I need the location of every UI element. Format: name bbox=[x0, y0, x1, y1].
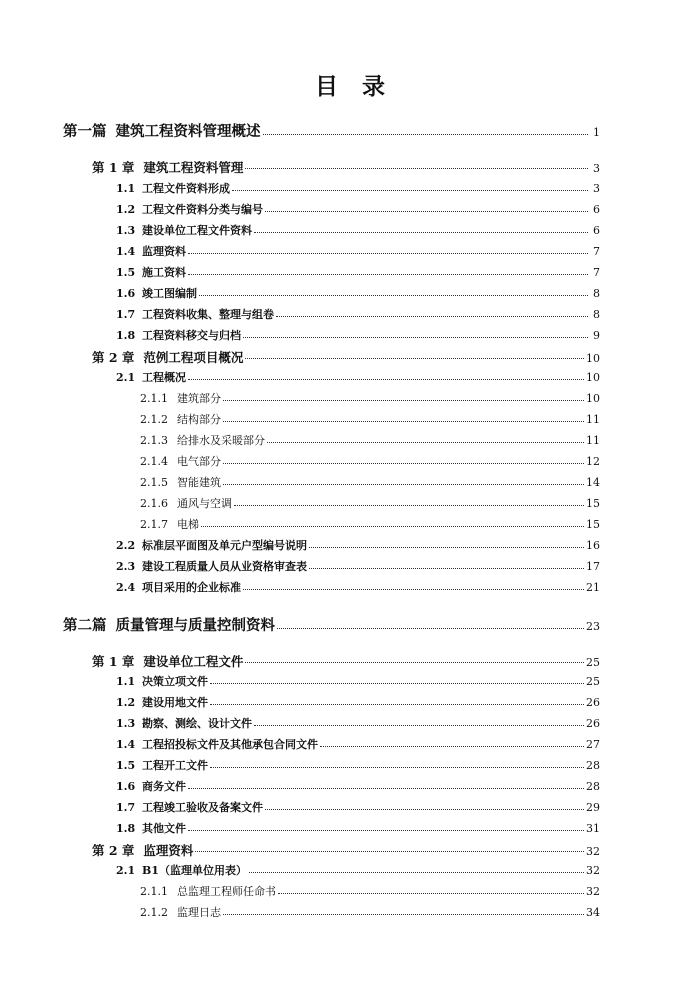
toc-entry[interactable] bbox=[116, 820, 600, 838]
toc-entry-page-number: 8 bbox=[593, 287, 600, 300]
toc-entry-number: 1.5 bbox=[116, 759, 136, 772]
toc-entry-number: 2.1.4 bbox=[140, 455, 168, 468]
toc-entry-label: 建设单位工程文件 bbox=[143, 654, 244, 669]
toc-entry-label: 结构部分 bbox=[177, 413, 221, 426]
toc-dot-leader bbox=[201, 526, 584, 527]
toc-entry-page-number: 6 bbox=[593, 224, 600, 237]
toc-entry[interactable] bbox=[116, 715, 600, 733]
toc-dot-leader bbox=[199, 295, 588, 296]
toc-entry-number: 第 2 章 bbox=[92, 843, 135, 858]
toc-entry-label: 工程文件资料分类与编号 bbox=[142, 203, 263, 216]
toc-entry-number: 1.1 bbox=[116, 182, 136, 195]
toc-entry[interactable] bbox=[140, 883, 600, 901]
toc-entry-number: 1.6 bbox=[116, 287, 136, 300]
toc-entry-label: 质量管理与质量控制资料 bbox=[115, 617, 275, 634]
toc-entry-label: 建设工程质量人员从业资格审查表 bbox=[142, 560, 307, 573]
toc-dot-leader bbox=[210, 767, 584, 768]
toc-entry-page-number: 27 bbox=[586, 738, 600, 751]
toc-entry-number: 1.3 bbox=[116, 717, 136, 730]
toc-dot-leader bbox=[249, 872, 584, 873]
toc-entry-number: 2.1 bbox=[116, 371, 136, 384]
toc-entry-number: 1.8 bbox=[116, 822, 136, 835]
toc-entry-number: 1.6 bbox=[116, 780, 136, 793]
toc-entry[interactable] bbox=[116, 264, 600, 282]
toc-entry-number: 1.2 bbox=[116, 696, 136, 709]
toc-entry[interactable] bbox=[116, 579, 600, 597]
toc-entry[interactable] bbox=[116, 222, 600, 240]
toc-entry-number: 第 1 章 bbox=[92, 654, 135, 669]
toc-entry-page-number: 32 bbox=[586, 885, 600, 898]
toc-dot-leader bbox=[276, 316, 588, 317]
toc-entry-page-number: 1 bbox=[593, 126, 600, 139]
toc-entry-page-number: 26 bbox=[586, 717, 600, 730]
toc-entry-page-number: 32 bbox=[586, 845, 600, 858]
toc-dot-leader bbox=[243, 337, 588, 338]
toc-entry[interactable] bbox=[140, 495, 600, 513]
toc-entry[interactable] bbox=[116, 778, 600, 796]
toc-entry-page-number: 6 bbox=[593, 203, 600, 216]
toc-entry-label: 监理资料 bbox=[142, 245, 186, 258]
toc-entry-number: 1.3 bbox=[116, 224, 136, 237]
toc-entry-label: 工程资料移交与归档 bbox=[142, 329, 241, 342]
toc-entry-number: 2.1.2 bbox=[140, 413, 168, 426]
toc-entry-number: 1.7 bbox=[116, 801, 136, 814]
toc-entry-label: 建设用地文件 bbox=[142, 696, 208, 709]
toc-dot-leader bbox=[254, 725, 584, 726]
toc-entry-label: 施工资料 bbox=[142, 266, 186, 279]
toc-entry[interactable] bbox=[63, 614, 600, 636]
toc-entry-number: 2.1.7 bbox=[140, 518, 168, 531]
toc-entry-label: 工程概况 bbox=[142, 371, 186, 384]
toc-entry[interactable] bbox=[116, 673, 600, 691]
toc-entry-number: 2.1 bbox=[116, 864, 136, 877]
toc-entry[interactable] bbox=[116, 285, 600, 303]
toc-dot-leader bbox=[195, 851, 584, 852]
toc-entry-label: 工程开工文件 bbox=[142, 759, 208, 772]
toc-entry-label: 通风与空调 bbox=[177, 497, 232, 510]
toc-dot-leader bbox=[277, 628, 584, 629]
toc-entry-page-number: 15 bbox=[586, 497, 600, 510]
toc-entry-number: 第一篇 bbox=[63, 123, 107, 140]
toc-dot-leader bbox=[210, 683, 584, 684]
toc-dot-leader bbox=[245, 662, 584, 663]
toc-entry[interactable] bbox=[140, 474, 600, 492]
toc-dot-leader bbox=[210, 704, 584, 705]
toc-entry-page-number: 3 bbox=[593, 162, 600, 175]
toc-dot-leader bbox=[309, 547, 584, 548]
toc-dot-leader bbox=[265, 211, 588, 212]
toc-entry[interactable] bbox=[92, 841, 600, 859]
toc-entry-label: 智能建筑 bbox=[177, 476, 221, 489]
toc-entry[interactable] bbox=[116, 537, 600, 555]
toc-entry-number: 2.1.1 bbox=[140, 885, 168, 898]
toc-entry-page-number: 15 bbox=[586, 518, 600, 531]
toc-entry[interactable] bbox=[92, 158, 600, 176]
toc-entry[interactable] bbox=[116, 862, 600, 880]
toc-entry-page-number: 25 bbox=[586, 675, 600, 688]
toc-dot-leader bbox=[223, 463, 584, 464]
toc-entry[interactable] bbox=[116, 180, 600, 198]
toc-entry[interactable] bbox=[116, 757, 600, 775]
toc-dot-leader bbox=[267, 442, 584, 443]
toc-entry-page-number: 7 bbox=[593, 245, 600, 258]
toc-entry[interactable] bbox=[63, 120, 600, 142]
toc-entry-number: 2.1.1 bbox=[140, 392, 168, 405]
toc-entry[interactable] bbox=[116, 201, 600, 219]
toc-entry[interactable] bbox=[140, 453, 600, 471]
toc-entry-page-number: 3 bbox=[593, 182, 600, 195]
title-char-1: 目 bbox=[315, 73, 338, 100]
toc-entry-label: 其他文件 bbox=[142, 822, 186, 835]
toc-entry-page-number: 12 bbox=[586, 455, 600, 468]
toc-dot-leader bbox=[223, 484, 584, 485]
toc-entry-number: 1.4 bbox=[116, 738, 136, 751]
toc-entry-number: 1.7 bbox=[116, 308, 136, 321]
toc-entry-page-number: 32 bbox=[586, 864, 600, 877]
toc-entry[interactable] bbox=[116, 243, 600, 261]
toc-entry[interactable] bbox=[140, 432, 600, 450]
toc-entry-label: 建筑部分 bbox=[177, 392, 221, 405]
toc-entry-number: 1.8 bbox=[116, 329, 136, 342]
toc-entry[interactable] bbox=[140, 516, 600, 534]
title-char-2: 录 bbox=[362, 73, 385, 100]
toc-dot-leader bbox=[265, 809, 584, 810]
toc-entry-label: 给排水及采暖部分 bbox=[177, 434, 265, 447]
toc-entry-label: 电气部分 bbox=[177, 455, 221, 468]
toc-entry-label: 监理资料 bbox=[143, 843, 194, 858]
toc-dot-leader bbox=[320, 746, 584, 747]
toc-entry-label: 范例工程项目概况 bbox=[143, 350, 244, 365]
toc-dot-leader bbox=[278, 893, 584, 894]
toc-entry-label: 建设单位工程文件资料 bbox=[142, 224, 252, 237]
toc-entry-label: 标准层平面图及单元户型编号说明 bbox=[142, 539, 307, 552]
toc-entry[interactable] bbox=[92, 348, 600, 366]
toc-dot-leader bbox=[243, 589, 584, 590]
toc-entry-label: 工程资料收集、整理与组卷 bbox=[142, 308, 274, 321]
toc-entry[interactable] bbox=[140, 904, 600, 922]
toc-dot-leader bbox=[309, 568, 584, 569]
toc-entry-number: 2.2 bbox=[116, 539, 136, 552]
toc-entry-label: 建筑工程资料管理概述 bbox=[115, 123, 261, 140]
toc-entry-label: B1（监理单位用表） bbox=[142, 864, 247, 877]
toc-entry[interactable] bbox=[116, 558, 600, 576]
toc-entry[interactable] bbox=[116, 306, 600, 324]
toc-entry-number: 第二篇 bbox=[63, 617, 107, 634]
toc-entry-number: 第 1 章 bbox=[92, 160, 135, 175]
toc-entry-page-number: 10 bbox=[586, 371, 600, 384]
toc-entry-number: 2.1.6 bbox=[140, 497, 168, 510]
toc-entry-number: 2.1.2 bbox=[140, 906, 168, 919]
toc-entry-page-number: 28 bbox=[586, 780, 600, 793]
toc-entry[interactable] bbox=[140, 390, 600, 408]
toc-entry-number: 1.5 bbox=[116, 266, 136, 279]
toc-dot-leader bbox=[188, 830, 584, 831]
toc-entry-page-number: 25 bbox=[586, 656, 600, 669]
toc-entry-page-number: 11 bbox=[586, 434, 600, 447]
toc-entry-label: 电梯 bbox=[177, 518, 199, 531]
toc-dot-leader bbox=[232, 190, 588, 191]
toc-entry-number: 2.3 bbox=[116, 560, 136, 573]
toc-entry-page-number: 26 bbox=[586, 696, 600, 709]
toc-entry-number: 2.1.3 bbox=[140, 434, 168, 447]
toc-entry-page-number: 11 bbox=[586, 413, 600, 426]
toc-dot-leader bbox=[188, 274, 588, 275]
toc-entry-label: 建筑工程资料管理 bbox=[143, 160, 244, 175]
toc-entry-page-number: 10 bbox=[586, 392, 600, 405]
toc-dot-leader bbox=[223, 421, 584, 422]
toc-entry-number: 1.1 bbox=[116, 675, 136, 688]
toc-dot-leader bbox=[234, 505, 584, 506]
toc-entry-label: 勘察、测绘、设计文件 bbox=[142, 717, 252, 730]
toc-dot-leader bbox=[223, 914, 584, 915]
toc-entry-number: 2.1.5 bbox=[140, 476, 168, 489]
toc-entry-number: 第 2 章 bbox=[92, 350, 135, 365]
toc-entry[interactable] bbox=[116, 694, 600, 712]
toc-dot-leader bbox=[245, 358, 584, 359]
toc-dot-leader bbox=[245, 168, 588, 169]
toc-entry-number: 1.2 bbox=[116, 203, 136, 216]
toc-entry[interactable] bbox=[116, 369, 600, 387]
toc-entry-label: 商务文件 bbox=[142, 780, 186, 793]
toc-entry-label: 监理日志 bbox=[177, 906, 221, 919]
toc-entry[interactable] bbox=[140, 411, 600, 429]
toc-entry-label: 决策立项文件 bbox=[142, 675, 208, 688]
toc-dot-leader bbox=[223, 400, 584, 401]
toc-entry[interactable] bbox=[116, 327, 600, 345]
toc-dot-leader bbox=[254, 232, 588, 233]
toc-entry[interactable] bbox=[92, 652, 600, 670]
toc-entry-label: 工程竣工验收及备案文件 bbox=[142, 801, 263, 814]
toc-entry-page-number: 10 bbox=[586, 352, 600, 365]
toc-entry-page-number: 28 bbox=[586, 759, 600, 772]
toc-entry-page-number: 29 bbox=[586, 801, 600, 814]
toc-entry-page-number: 21 bbox=[586, 581, 600, 594]
page-title bbox=[0, 68, 700, 101]
toc-entry-page-number: 23 bbox=[586, 620, 600, 633]
toc-entry-label: 工程招投标文件及其他承包合同文件 bbox=[142, 738, 318, 751]
toc-dot-leader bbox=[188, 788, 584, 789]
toc-entry-label: 竣工图编制 bbox=[142, 287, 197, 300]
toc-entry-page-number: 9 bbox=[593, 329, 600, 342]
toc-entry-page-number: 34 bbox=[586, 906, 600, 919]
toc-entry-number: 2.4 bbox=[116, 581, 136, 594]
toc-entry-number: 1.4 bbox=[116, 245, 136, 258]
toc-entry-page-number: 14 bbox=[586, 476, 600, 489]
toc-entry-page-number: 8 bbox=[593, 308, 600, 321]
toc-entry[interactable] bbox=[116, 736, 600, 754]
toc-dot-leader bbox=[188, 379, 584, 380]
toc-entry-page-number: 16 bbox=[586, 539, 600, 552]
toc-entry-page-number: 7 bbox=[593, 266, 600, 279]
toc-entry-label: 工程文件资料形成 bbox=[142, 182, 230, 195]
toc-entry-page-number: 17 bbox=[586, 560, 600, 573]
toc-entry-label: 项目采用的企业标准 bbox=[142, 581, 241, 594]
toc-entry-page-number: 31 bbox=[586, 822, 600, 835]
toc-entry-label: 总监理工程师任命书 bbox=[177, 885, 276, 898]
toc-dot-leader bbox=[188, 253, 588, 254]
toc-dot-leader bbox=[263, 134, 589, 135]
toc-entry[interactable] bbox=[116, 799, 600, 817]
